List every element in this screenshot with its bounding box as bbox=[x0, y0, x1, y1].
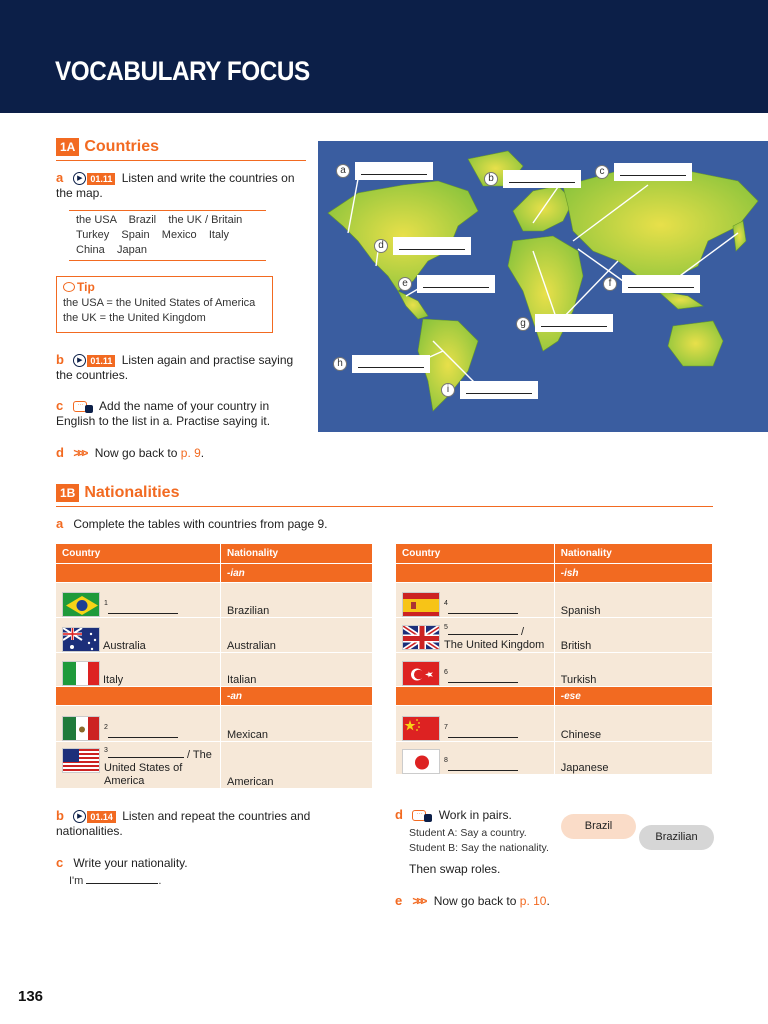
japan-flag-icon bbox=[402, 749, 440, 774]
track-number: 01.14 bbox=[87, 811, 116, 823]
page-title: VOCABULARY FOCUS bbox=[55, 56, 310, 86]
map-letter-b: b bbox=[484, 172, 498, 186]
map-answer-field-g[interactable] bbox=[535, 314, 613, 332]
suffix-label: -ian bbox=[221, 564, 373, 583]
nationality-cell: Spanish bbox=[554, 583, 712, 618]
play-icon: ▶ bbox=[73, 354, 86, 367]
page-link[interactable]: p. 9 bbox=[180, 446, 201, 460]
country-cell: Australia bbox=[103, 640, 146, 652]
usa-flag-icon bbox=[62, 748, 100, 773]
country-answer-field[interactable] bbox=[108, 604, 178, 614]
table-row: $^4$ Spanish bbox=[396, 583, 713, 618]
answer-prefix: I'm bbox=[69, 875, 84, 887]
chevrons-icon: >>> bbox=[73, 446, 86, 460]
exercise-letter: c bbox=[56, 855, 64, 870]
instruction-text: Work in pairs. bbox=[438, 808, 512, 822]
nationality-table-left bbox=[55, 543, 373, 789]
map-answer-field-c[interactable] bbox=[614, 163, 692, 181]
suffix-label: -ish bbox=[554, 564, 712, 583]
section-title: Nationalities bbox=[84, 484, 180, 501]
exercise-1a-a bbox=[56, 170, 306, 201]
speech-bubble-country: Brazil bbox=[561, 814, 636, 839]
nationality-cell: Chinese bbox=[554, 706, 712, 742]
audio-track-button[interactable] bbox=[73, 810, 116, 823]
country-answer-field[interactable] bbox=[448, 761, 518, 771]
country-cell: The United States of America bbox=[104, 749, 212, 787]
map-letter-i: i bbox=[441, 383, 455, 397]
tip-title: Tip bbox=[77, 280, 95, 294]
page-link[interactable]: p. 10 bbox=[519, 894, 547, 908]
nationality-cell: Turkish bbox=[554, 653, 712, 687]
section-title: Countries bbox=[84, 138, 160, 155]
mexico-flag-icon bbox=[62, 716, 100, 741]
exercise-1b-c bbox=[56, 855, 188, 871]
country-answer-field[interactable] bbox=[108, 728, 178, 738]
world-map bbox=[318, 141, 768, 432]
uk-flag-icon bbox=[402, 625, 440, 650]
nationality-cell: Italian bbox=[221, 653, 373, 687]
word-box-line: the USA Brazil the UK / Britain bbox=[76, 214, 243, 226]
table-row: $^5$ / The United Kingdom British bbox=[396, 618, 713, 653]
section-badge: 1B bbox=[56, 484, 79, 502]
audio-track-button[interactable] bbox=[73, 172, 115, 185]
map-letter-h: h bbox=[333, 357, 347, 371]
exercise-letter: a bbox=[56, 170, 64, 185]
australia-flag-icon bbox=[62, 627, 100, 652]
exercise-1b-e: e >>> Now go back to p. 10. bbox=[395, 893, 550, 908]
map-answer-field-h[interactable] bbox=[352, 355, 430, 373]
table-row: $^6$ Turkish bbox=[396, 653, 713, 687]
exercise-letter: d bbox=[56, 445, 64, 460]
section-badge: 1A bbox=[56, 138, 79, 156]
play-icon: ▶ bbox=[73, 172, 86, 185]
instruction-text: Add the name of your country in English to the list in a. Practise saying it. bbox=[56, 399, 271, 428]
instruction-text: Listen and write the countries on the map. bbox=[56, 171, 295, 200]
table-row: $^7$ Chinese bbox=[396, 706, 713, 742]
nationality-answer-field[interactable] bbox=[86, 874, 158, 884]
exercise-1b-a bbox=[56, 516, 327, 532]
exercise-1a-b bbox=[56, 352, 306, 383]
map-answer-field-a[interactable] bbox=[355, 162, 433, 180]
italy-flag-icon bbox=[62, 661, 100, 686]
pair-instructions bbox=[409, 826, 549, 856]
instruction-text: Listen again and practise saying the countries. bbox=[56, 353, 294, 382]
play-icon: ▶ bbox=[73, 810, 86, 823]
map-answer-field-e[interactable] bbox=[417, 275, 495, 293]
word-box-line: Turkey Spain Mexico Italy bbox=[76, 229, 230, 241]
nationality-cell: British bbox=[554, 618, 712, 653]
column-header: Nationality bbox=[221, 544, 373, 564]
exercise-letter: e bbox=[395, 893, 403, 908]
speech-bubble-nationality: Brazilian bbox=[639, 825, 714, 850]
china-flag-icon bbox=[402, 716, 440, 741]
map-letter-e: e bbox=[398, 277, 412, 291]
table-row: $^1$ Brazilian bbox=[56, 583, 373, 618]
nationality-cell: Brazilian bbox=[221, 583, 373, 618]
map-letter-d: d bbox=[374, 239, 388, 253]
tip-icon bbox=[63, 282, 75, 292]
chevrons-icon: >>> bbox=[412, 894, 425, 908]
exercise-letter: b bbox=[56, 352, 64, 367]
exercise-letter: d bbox=[395, 807, 403, 822]
map-letter-a: a bbox=[336, 164, 350, 178]
column-header: Country bbox=[396, 544, 555, 564]
swap-roles-line: Then swap roles. bbox=[409, 862, 501, 876]
map-letter-c: c bbox=[595, 165, 609, 179]
map-answer-field-d[interactable] bbox=[393, 237, 471, 255]
table-row: $^2$ Mexican bbox=[56, 706, 373, 742]
exercise-1a-c bbox=[56, 398, 306, 429]
track-number: 01.11 bbox=[87, 355, 115, 367]
country-answer-field[interactable] bbox=[448, 604, 518, 614]
nationality-answer-line: I'm . bbox=[69, 875, 162, 887]
table-row: $^3$ / The United States of America American bbox=[56, 742, 373, 789]
country-answer-field[interactable] bbox=[448, 673, 518, 683]
exercise-letter: b bbox=[56, 808, 64, 823]
tip-box bbox=[56, 276, 273, 333]
column-header: Nationality bbox=[554, 544, 712, 564]
map-answer-field-b[interactable] bbox=[503, 170, 581, 188]
map-letter-g: g bbox=[516, 317, 530, 331]
suffix-label: -ese bbox=[554, 687, 712, 706]
instruction-text: Write your nationality. bbox=[73, 856, 188, 870]
nationality-cell: American bbox=[221, 742, 373, 789]
column-header: Country bbox=[56, 544, 221, 564]
exercise-1b-b bbox=[56, 808, 331, 839]
exercise-letter: a bbox=[56, 516, 64, 531]
map-letter-f: f bbox=[603, 277, 617, 291]
nationality-cell: Australian bbox=[221, 618, 373, 653]
instruction-text: Listen and repeat the countries and nationalities. bbox=[56, 809, 311, 838]
spain-flag-icon bbox=[402, 592, 440, 617]
map-answer-field-i[interactable] bbox=[460, 381, 538, 399]
instruction-text: Now go back to bbox=[94, 446, 181, 460]
country-answer-field[interactable] bbox=[448, 728, 518, 738]
country-cell: The United Kingdom bbox=[444, 639, 545, 651]
country-cell: Italy bbox=[103, 674, 124, 686]
section-rule bbox=[56, 506, 713, 507]
map-answer-field-f[interactable] bbox=[622, 275, 700, 293]
tip-line: the UK = the United Kingdom bbox=[63, 312, 206, 324]
exercise-1a-d: d >>> Now go back to p. 9. bbox=[56, 445, 205, 460]
speaking-icon: ··· bbox=[73, 401, 93, 413]
speaking-icon: ··· bbox=[412, 810, 432, 822]
country-answer-field[interactable] bbox=[108, 748, 184, 758]
instruction-text: Now go back to bbox=[433, 894, 520, 908]
page-header bbox=[0, 0, 768, 113]
student-b-line: Student B: Say the nationality. bbox=[409, 842, 549, 854]
word-box bbox=[69, 210, 266, 261]
track-number: 01.11 bbox=[87, 173, 115, 185]
exercise-1b-d bbox=[395, 807, 512, 823]
table-row: $^8$ Japanese bbox=[396, 742, 713, 775]
word-box-line: China Japan bbox=[76, 244, 147, 256]
brazil-flag-icon bbox=[62, 592, 100, 617]
audio-track-button[interactable] bbox=[73, 354, 115, 367]
table-row bbox=[56, 653, 373, 687]
nationality-cell: Japanese bbox=[554, 742, 712, 775]
exercise-letter: c bbox=[56, 398, 64, 413]
table-row bbox=[56, 618, 373, 653]
suffix-label: -an bbox=[221, 687, 373, 706]
nationality-cell: Mexican bbox=[221, 706, 373, 742]
student-a-line: Student A: Say a country. bbox=[409, 827, 527, 839]
section-1b-heading bbox=[56, 484, 179, 502]
section-1a-heading bbox=[56, 138, 159, 156]
nationality-table-right bbox=[395, 543, 713, 775]
page-number: 136 bbox=[18, 988, 44, 1005]
section-rule bbox=[56, 160, 306, 161]
instruction-text: Complete the tables with countries from page 9. bbox=[73, 517, 328, 531]
country-answer-field[interactable] bbox=[448, 625, 518, 635]
turkey-flag-icon bbox=[402, 661, 440, 686]
tip-line: the USA = the United States of America bbox=[63, 297, 256, 309]
